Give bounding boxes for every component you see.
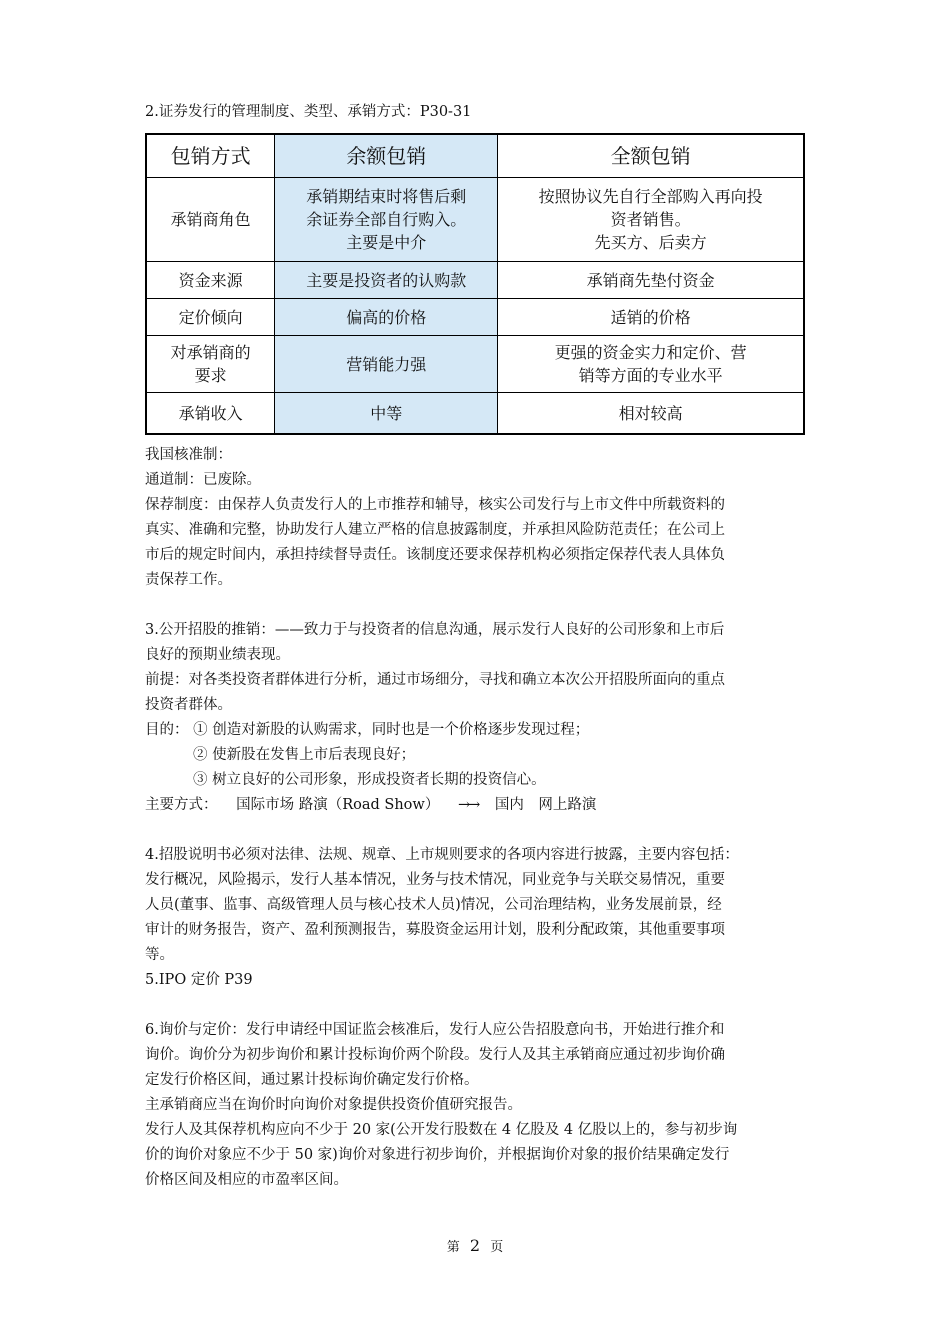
cell-line: 按照协议先自行全部购入再向投 — [538, 187, 763, 206]
paragraph-line: 发行人及其保荐机构应向不少于 20 家(公开发行股数在 4 亿股及 4 亿股以上的，参与初步询 — [145, 1122, 738, 1138]
paragraph-line: 审计的财务报告，资产、盈利预测报告，募股资金运用计划，股利分配政策，其他重要事项 — [145, 922, 725, 938]
table-header-balance: 余额包销 — [275, 134, 498, 178]
table-row — [146, 262, 804, 299]
full-cell: 相对较高 — [498, 393, 804, 435]
paragraph-line: 人员(董事、监事、高级管理人员与核心技术人员)情况，公司治理结构，业务发展前景，经 — [145, 897, 722, 913]
paragraph-line: 4.招股说明书必须对法律、法规、规章、上市规则要求的各项内容进行披露，主要内容包括： — [145, 847, 739, 863]
paragraph-line: 价的询价对象应不少于 50 家)询价对象进行初步询价，并根据询价对象的报价结果确定发行 — [145, 1147, 730, 1163]
balance-cell: 营销能力强 — [275, 336, 498, 393]
balance-cell: 主要是投资者的认购款 — [275, 262, 498, 299]
cell-line: 销等方面的专业水平 — [578, 366, 723, 385]
channel-system: 通道制：已废除。 — [145, 472, 261, 488]
methods-international: 国际市场 路演（Road Show） — [236, 797, 440, 813]
approval-title: 我国核准制： — [145, 447, 232, 463]
paragraph-line: 定发行价格区间，通过累计投标询价确定发行价格。 — [145, 1072, 479, 1088]
section3-methods — [145, 793, 820, 818]
table-row — [146, 299, 804, 336]
purpose-item: ① 创造对新股的认购需求，同时也是一个价格逐步发现过程； — [193, 722, 590, 738]
cell-line: 资者销售。 — [610, 210, 691, 229]
page-content — [145, 100, 820, 1193]
table-header-method: 包销方式 — [146, 134, 275, 178]
underwriting-comparison-table — [145, 133, 805, 435]
section6 — [145, 1018, 820, 1193]
row-label: 定价倾向 — [146, 299, 275, 336]
paragraph-line: 6.询价与定价：发行申请经中国证监会核准后，发行人应公告招股意向书，开始进行推介和 — [145, 1022, 725, 1038]
methods-label: 主要方式： — [145, 797, 218, 813]
cell-line: 余证券全部自行购入。 — [306, 210, 467, 229]
row-label — [146, 336, 275, 393]
paragraph-line: 市后的规定时间内，承担持续督导责任。该制度还要求保荐机构必须指定保荐代表人具体负 — [145, 547, 725, 563]
table-header-full: 全额包销 — [498, 134, 804, 178]
section3-premise — [145, 668, 820, 718]
cell-line: 主要是中介 — [346, 233, 427, 252]
footer-prefix: 第 — [446, 1240, 460, 1255]
paragraph-line: 保荐制度：由保荐人负责发行人的上市推荐和辅导，核实公司发行与上市文件中所载资料的 — [145, 497, 725, 513]
full-cell — [498, 336, 804, 393]
section4 — [145, 843, 820, 968]
section2-heading: 2.证券发行的管理制度、类型、承销方式：P30-31 — [145, 104, 472, 120]
methods-domestic: 国内 网上路演 — [494, 797, 597, 813]
balance-cell: 偏高的价格 — [275, 299, 498, 336]
footer-suffix: 页 — [490, 1240, 504, 1255]
paragraph-line: 询价。询价分为初步询价和累计投标询价两个阶段。发行人及其主承销商应通过初步询价确 — [145, 1047, 725, 1063]
table-header-row — [146, 134, 804, 178]
paragraph-line: 价格区间及相应的市盈率区间。 — [145, 1172, 348, 1188]
right-arrow-icon: →→ — [457, 797, 479, 813]
page-number: 2 — [469, 1236, 481, 1255]
cell-line: 对承销商的 — [170, 343, 251, 362]
row-label: 承销商角色 — [146, 178, 275, 262]
sponsor-system — [145, 493, 820, 593]
balance-cell — [275, 178, 498, 262]
cell-line: 要求 — [194, 366, 227, 385]
section3-purpose — [145, 718, 820, 743]
paragraph-line: 前提：对各类投资者群体进行分析，通过市场细分，寻找和确立本次公开招股所面向的重点 — [145, 672, 725, 688]
purpose-label: 目的： — [145, 722, 189, 738]
page-footer — [0, 1236, 950, 1255]
purpose-item: ② 使新股在发售上市后表现良好； — [193, 747, 416, 763]
table-row — [146, 393, 804, 435]
section5: 5.IPO 定价 P39 — [145, 972, 253, 988]
full-cell — [498, 178, 804, 262]
balance-cell: 中等 — [275, 393, 498, 435]
table-row — [146, 336, 804, 393]
paragraph-line: 良好的预期业绩表现。 — [145, 647, 290, 663]
cell-line: 更强的资金实力和定价、营 — [554, 343, 747, 362]
section3-intro — [145, 618, 820, 668]
paragraph-line: 3.公开招股的推销：——致力于与投资者的信息沟通，展示发行人良好的公司形象和上市后 — [145, 622, 725, 638]
paragraph-line: 主承销商应当在询价时向询价对象提供投资价值研究报告。 — [145, 1097, 522, 1113]
paragraph-line: 等。 — [145, 947, 174, 963]
purpose-item: ③ 树立良好的公司形象，形成投资者长期的投资信心。 — [193, 772, 546, 788]
table-row — [146, 178, 804, 262]
row-label: 承销收入 — [146, 393, 275, 435]
full-cell: 适销的价格 — [498, 299, 804, 336]
paragraph-line: 投资者群体。 — [145, 697, 232, 713]
paragraph-line: 发行概况，风险揭示，发行人基本情况，业务与技术情况，同业竞争与关联交易情况，重要 — [145, 872, 725, 888]
full-cell: 承销商先垫付资金 — [498, 262, 804, 299]
paragraph-line: 真实、准确和完整，协助发行人建立严格的信息披露制度，并承担风险防范责任；在公司上 — [145, 522, 725, 538]
paragraph-line: 责保荐工作。 — [145, 572, 232, 588]
row-label: 资金来源 — [146, 262, 275, 299]
cell-line: 承销期结束时将售后剩 — [306, 187, 467, 206]
cell-line: 先买方、后卖方 — [594, 233, 707, 252]
